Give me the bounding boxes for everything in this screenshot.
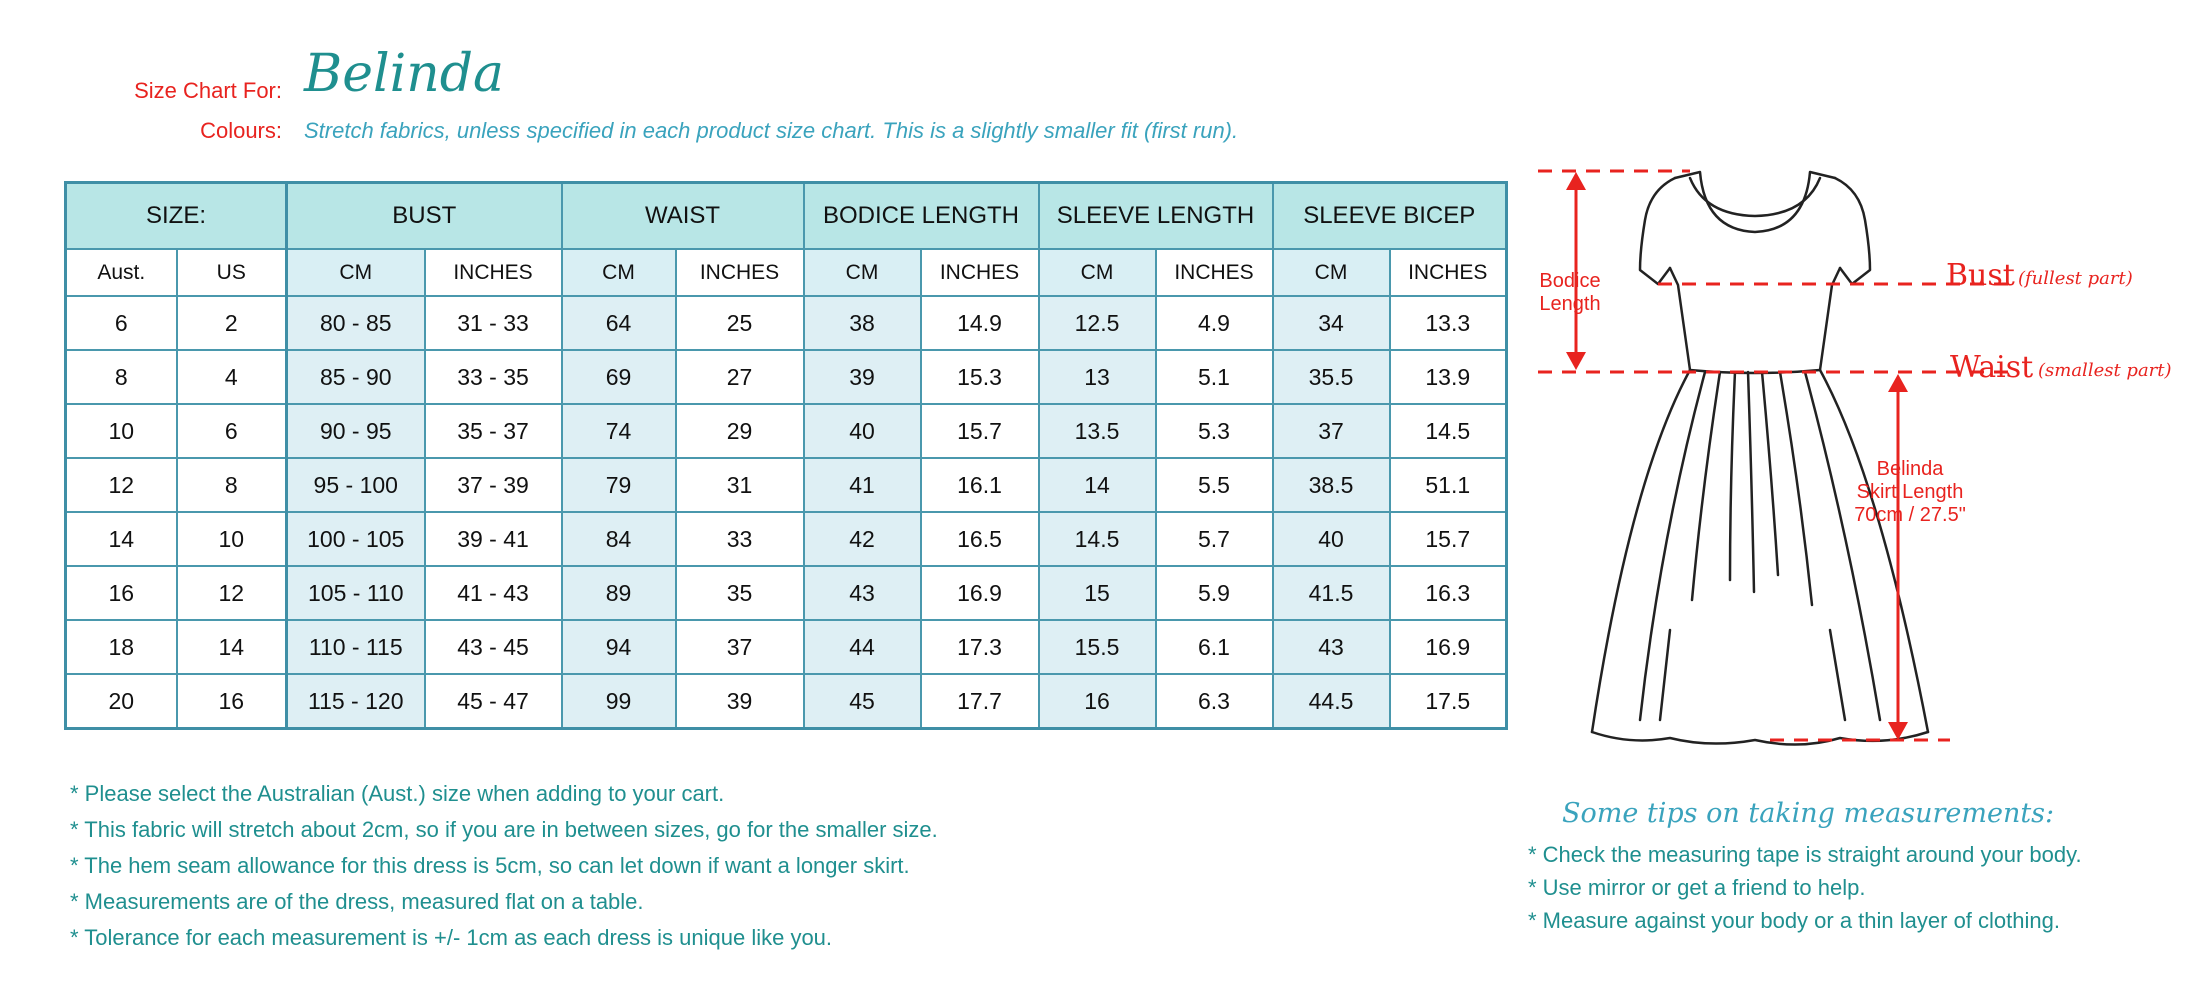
table-cell: 39 - 41 <box>425 512 562 566</box>
group-header: WAIST <box>562 183 804 250</box>
table-row <box>66 512 1507 566</box>
sub-header-row <box>66 249 1507 296</box>
table-cell: 16 <box>177 674 287 729</box>
sub-header: CM <box>562 249 676 296</box>
neckline-inner <box>1690 178 1820 216</box>
table-cell: 13.9 <box>1390 350 1507 404</box>
table-cell: 12 <box>66 458 177 512</box>
table-cell: 13.3 <box>1390 296 1507 350</box>
table-row <box>66 674 1507 729</box>
table-cell: 84 <box>562 512 676 566</box>
table-cell: 5.5 <box>1156 458 1273 512</box>
colours-label: Colours: <box>200 118 282 143</box>
table-cell: 4.9 <box>1156 296 1273 350</box>
table-cell: 43 <box>1273 620 1390 674</box>
table-cell: 12.5 <box>1039 296 1156 350</box>
skirt-label-line: Skirt Length <box>1856 481 1964 503</box>
bodice-label-line: Bodice <box>1539 270 1601 292</box>
table-cell: 100 - 105 <box>287 512 425 566</box>
table-cell: 29 <box>676 404 804 458</box>
neckline-outline <box>1675 172 1835 232</box>
table-cell: 14 <box>177 620 287 674</box>
sub-header: US <box>177 249 287 296</box>
table-cell: 4 <box>177 350 287 404</box>
sub-header: INCHES <box>1156 249 1273 296</box>
table-cell: 79 <box>562 458 676 512</box>
table-cell: 10 <box>66 404 177 458</box>
table-cell: 17.5 <box>1390 674 1507 729</box>
group-header: SIZE: <box>66 183 287 250</box>
table-cell: 44.5 <box>1273 674 1390 729</box>
table-cell: 5.9 <box>1156 566 1273 620</box>
table-cell: 25 <box>676 296 804 350</box>
group-header: SLEEVE BICEP <box>1273 183 1507 250</box>
sub-header: INCHES <box>676 249 804 296</box>
table-cell: 42 <box>804 512 921 566</box>
table-cell: 15.3 <box>921 350 1039 404</box>
table-cell: 8 <box>66 350 177 404</box>
table-cell: 115 - 120 <box>287 674 425 729</box>
tips-title: Some tips on taking measurements: <box>1562 798 2055 829</box>
table-row <box>66 350 1507 404</box>
table-cell: 6.1 <box>1156 620 1273 674</box>
size-table <box>64 181 1508 730</box>
table-cell: 20 <box>66 674 177 729</box>
table-cell: 17.3 <box>921 620 1039 674</box>
table-cell: 16.1 <box>921 458 1039 512</box>
table-row <box>66 404 1507 458</box>
table-cell: 16 <box>66 566 177 620</box>
table-cell: 43 <box>804 566 921 620</box>
hem <box>1592 732 1928 745</box>
table-cell: 105 - 110 <box>287 566 425 620</box>
skirt-length-label <box>1840 458 1980 527</box>
table-cell: 14 <box>1039 458 1156 512</box>
table-cell: 16.9 <box>1390 620 1507 674</box>
skirt-left <box>1592 370 1690 732</box>
table-cell: 5.7 <box>1156 512 1273 566</box>
table-row <box>66 566 1507 620</box>
table-cell: 33 <box>676 512 804 566</box>
table-cell: 41 - 43 <box>425 566 562 620</box>
table-cell: 12 <box>177 566 287 620</box>
tip-item: * Use mirror or get a friend to help. <box>1528 875 1866 900</box>
product-name: Belinda <box>304 44 505 104</box>
table-cell: 14.5 <box>1039 512 1156 566</box>
table-cell: 80 - 85 <box>287 296 425 350</box>
waist-note: (smallest part) <box>2038 360 2172 381</box>
table-row <box>66 296 1507 350</box>
table-cell: 99 <box>562 674 676 729</box>
bust-note: (fullest part) <box>2018 268 2133 289</box>
table-cell: 44 <box>804 620 921 674</box>
table-cell: 34 <box>1273 296 1390 350</box>
table-cell: 17.7 <box>921 674 1039 729</box>
table-cell: 41.5 <box>1273 566 1390 620</box>
table-cell: 94 <box>562 620 676 674</box>
table-cell: 2 <box>177 296 287 350</box>
table-cell: 89 <box>562 566 676 620</box>
table-cell: 6 <box>66 296 177 350</box>
table-cell: 39 <box>804 350 921 404</box>
table-cell: 41 <box>804 458 921 512</box>
table-cell: 27 <box>676 350 804 404</box>
sub-header: INCHES <box>1390 249 1507 296</box>
table-cell: 69 <box>562 350 676 404</box>
sub-header: INCHES <box>425 249 562 296</box>
table-cell: 33 - 35 <box>425 350 562 404</box>
note: * This fabric will stretch about 2cm, so if you are in between sizes, go for the smaller size. <box>70 817 938 842</box>
sub-header: CM <box>1039 249 1156 296</box>
table-cell: 35.5 <box>1273 350 1390 404</box>
bust-label: Bust <box>1946 258 2015 293</box>
tip-item: * Check the measuring tape is straight around your body. <box>1528 842 2082 867</box>
table-cell: 10 <box>177 512 287 566</box>
table-cell: 16.3 <box>1390 566 1507 620</box>
table-cell: 35 <box>676 566 804 620</box>
table-cell: 13 <box>1039 350 1156 404</box>
sub-header: CM <box>1273 249 1390 296</box>
table-row <box>66 458 1507 512</box>
table-cell: 37 <box>676 620 804 674</box>
table-cell: 37 <box>1273 404 1390 458</box>
table-cell: 38 <box>804 296 921 350</box>
table-cell: 64 <box>562 296 676 350</box>
table-cell: 51.1 <box>1390 458 1507 512</box>
table-cell: 5.1 <box>1156 350 1273 404</box>
table-cell: 13.5 <box>1039 404 1156 458</box>
table-cell: 74 <box>562 404 676 458</box>
bodice-length-label <box>1530 270 1610 316</box>
table-cell: 38.5 <box>1273 458 1390 512</box>
note: * Measurements are of the dress, measured flat on a table. <box>70 889 644 914</box>
table-cell: 40 <box>804 404 921 458</box>
sub-header: CM <box>804 249 921 296</box>
note: * The hem seam allowance for this dress is 5cm, so can let down if want a longer skirt. <box>70 853 910 878</box>
table-cell: 5.3 <box>1156 404 1273 458</box>
table-cell: 15.7 <box>921 404 1039 458</box>
table-cell: 15.7 <box>1390 512 1507 566</box>
table-cell: 95 - 100 <box>287 458 425 512</box>
table-cell: 39 <box>676 674 804 729</box>
table-cell: 6.3 <box>1156 674 1273 729</box>
table-cell: 45 - 47 <box>425 674 562 729</box>
table-cell: 85 - 90 <box>287 350 425 404</box>
colours-text: Stretch fabrics, unless specified in each product size chart. This is a slightly smaller fit (first run). <box>304 118 1239 143</box>
waist-label: Waist <box>1950 350 2034 385</box>
size-chart-label: Size Chart For: <box>134 78 282 103</box>
table-cell: 18 <box>66 620 177 674</box>
table-cell: 31 <box>676 458 804 512</box>
table-cell: 14 <box>66 512 177 566</box>
note: * Tolerance for each measurement is +/- 1cm as each dress is unique like you. <box>70 925 833 950</box>
table-cell: 110 - 115 <box>287 620 425 674</box>
group-header-row <box>66 183 1507 250</box>
skirt-right <box>1820 370 1928 732</box>
table-cell: 40 <box>1273 512 1390 566</box>
table-cell: 37 - 39 <box>425 458 562 512</box>
table-cell: 15 <box>1039 566 1156 620</box>
tip-item: * Measure against your body or a thin layer of clothing. <box>1528 908 2060 933</box>
table-cell: 6 <box>177 404 287 458</box>
table-cell: 90 - 95 <box>287 404 425 458</box>
note: * Please select the Australian (Aust.) size when adding to your cart. <box>70 781 725 806</box>
group-header: BUST <box>287 183 562 250</box>
table-cell: 43 - 45 <box>425 620 562 674</box>
group-header: BODICE LENGTH <box>804 183 1039 250</box>
table-cell: 14.5 <box>1390 404 1507 458</box>
sub-header: CM <box>287 249 425 296</box>
sub-header: Aust. <box>66 249 177 296</box>
table-row <box>66 620 1507 674</box>
table-cell: 35 - 37 <box>425 404 562 458</box>
skirt-label-line: 70cm / 27.5" <box>1854 504 1966 526</box>
group-header: SLEEVE LENGTH <box>1039 183 1273 250</box>
sub-header: INCHES <box>921 249 1039 296</box>
table-cell: 15.5 <box>1039 620 1156 674</box>
table-cell: 16.9 <box>921 566 1039 620</box>
table-cell: 16 <box>1039 674 1156 729</box>
table-cell: 16.5 <box>921 512 1039 566</box>
table-cell: 45 <box>804 674 921 729</box>
table-cell: 14.9 <box>921 296 1039 350</box>
skirt-label-line: Belinda <box>1876 458 1944 480</box>
table-cell: 31 - 33 <box>425 296 562 350</box>
table-cell: 8 <box>177 458 287 512</box>
bodice-label-line: Length <box>1539 293 1601 315</box>
